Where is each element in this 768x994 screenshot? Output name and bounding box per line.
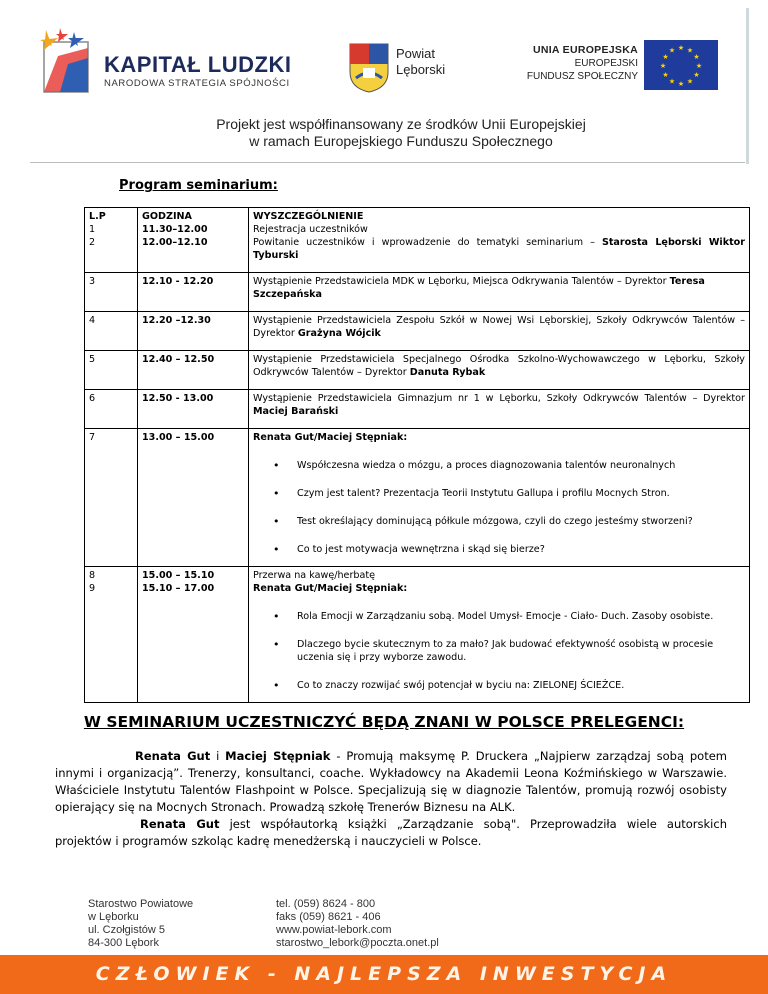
- footer-fax: faks (059) 8621 - 406: [276, 911, 381, 923]
- speakers-heading: W SEMINARIUM UCZESTNICZYĆ BĘDĄ ZNANI W POLSCE PRELEGENCI:: [83, 713, 685, 731]
- lp-4: 4: [85, 312, 138, 351]
- lp-1: 1: [89, 224, 96, 235]
- header-time: GODZINA: [142, 211, 192, 222]
- svg-text:★: ★: [693, 71, 700, 79]
- list-item: • Czym jest talent? Prezentacja Teorii Instytutu Gallupa i profilu Mocnych Stron.: [253, 487, 745, 500]
- eu-flag-icon: [644, 40, 718, 90]
- lp-3: 3: [85, 273, 138, 312]
- bio-name-2: Maciej Stępniak: [225, 749, 331, 763]
- program-table: [84, 207, 750, 703]
- detail-3: [249, 273, 750, 312]
- detail-4-bold: Grażyna Wójcik: [297, 328, 381, 339]
- table-row: [85, 208, 750, 273]
- svg-text:★: ★: [662, 71, 669, 79]
- detail-6-text: Wystąpienie Przedstawiciela Gimnazjum nr 1 w Lęborku, Szkoły Odkrywców Talentów – Dyrektor: [253, 393, 745, 404]
- footer-www: www.powiat-lebork.com: [276, 924, 392, 936]
- svg-text:★: ★: [659, 62, 667, 70]
- detail-4-text: Wystąpienie Przedstawiciela Zespołu Szkół w Nowej Wsi Lęborskiej, Szkoły Odkrywców Talentów – Dyrektor: [253, 315, 745, 339]
- svg-text:★: ★: [662, 53, 669, 61]
- detail-4: [249, 312, 750, 351]
- detail-cell: [249, 208, 750, 273]
- lp-5: 5: [85, 351, 138, 390]
- ue-line3: FUNDUSZ SPOŁECZNY: [526, 71, 638, 82]
- detail-2-bold: Starosta Lęborski Wiktor Tyburski: [253, 237, 745, 261]
- lp-9: 9: [89, 583, 96, 594]
- table-row: [85, 390, 750, 429]
- svg-text:★: ★: [677, 44, 685, 52]
- header: [0, 0, 768, 170]
- svg-text:★: ★: [693, 53, 700, 61]
- footer-email: starostwo_lebork@poczta.onet.pl: [276, 937, 439, 949]
- detail-1: Rejestracja uczestników: [253, 224, 368, 235]
- detail-3-text: Wystąpienie Przedstawiciela MDK w Lęborku, Miejsca Odkrywania Talentów – Dyrektor: [253, 276, 667, 287]
- time-6: 12.50 - 13.00: [138, 390, 249, 429]
- svg-text:★: ★: [686, 77, 694, 86]
- cofinance-note: [191, 116, 611, 150]
- svg-text:★: ★: [668, 77, 676, 86]
- detail-6-bold: Maciej Barański: [253, 406, 339, 417]
- time-1: 11.30–12.00: [142, 224, 208, 235]
- powiat-crest-icon: [348, 42, 390, 94]
- header-divider: [30, 162, 745, 163]
- kapital-ludzki-subtitle: NARODOWA STRATEGIA SPÓJNOŚCI: [104, 78, 290, 89]
- footer-contact: [276, 898, 439, 950]
- svg-text:★: ★: [686, 46, 694, 55]
- bio-text-2: jest współautorką książki „Zarządzanie sobą". Przeprowadziła wiele autorskich projektów i programów szkoląc kadrę menedżerską i nauczycieli w Polsce.: [55, 817, 727, 848]
- bio-paragraph-1: [55, 748, 727, 816]
- detail-3-bold: Teresa Szczepańska: [253, 276, 705, 300]
- lp-2: 2: [89, 237, 96, 248]
- lp-8: 8: [89, 570, 96, 581]
- bio-name-1: Renata Gut: [135, 749, 211, 763]
- detail-7: [249, 429, 750, 567]
- footer-banner: [0, 955, 768, 994]
- detail-7-bold: Renata Gut/Maciej Stępniak:: [253, 432, 408, 443]
- time-cell: [138, 208, 249, 273]
- detail-89: [249, 567, 750, 703]
- lp-6: 6: [85, 390, 138, 429]
- list-item: • Dlaczego bycie skutecznym to za mało? Jak budować efektywność osobistą w procesie uczenia się i przy wyborze zawodu.: [253, 638, 745, 664]
- ue-line1: UNIA EUROPEJSKA: [532, 44, 638, 56]
- time-5: 12.40 – 12.50: [138, 351, 249, 390]
- footer-addr1: Starostwo Powiatowe: [88, 898, 194, 910]
- header-lp: L.P: [89, 211, 106, 222]
- program-title: Program seminarium:: [119, 178, 278, 193]
- ue-line2: EUROPEJSKI: [574, 58, 638, 69]
- list-item: • Co to jest motywacja wewnętrzna i skąd się bierze?: [253, 543, 745, 556]
- kapital-ludzki-logo: [38, 28, 96, 98]
- powiat-line1: Powiat: [396, 46, 436, 61]
- footer-tel: tel. (059) 8624 - 800: [276, 898, 376, 910]
- list-item: • Test określający dominującą półkule mózgowa, czyli do czego jesteśmy stworzeni?: [253, 515, 745, 528]
- list-item: • Rola Emocji w Zarządzaniu sobą. Model Umysł- Emocje - Ciało- Duch. Zasoby osobiste.: [253, 610, 745, 623]
- table-row: [85, 312, 750, 351]
- speakers-bio: [55, 748, 727, 850]
- detail-8: Przerwa na kawę/herbatę: [253, 570, 376, 581]
- kapital-ludzki-title: KAPITAŁ LUDZKI: [104, 52, 292, 77]
- side-accent: [746, 8, 749, 164]
- svg-text:★: ★: [668, 46, 676, 55]
- detail-6: [249, 390, 750, 429]
- powiat-line2: Lęborski: [396, 62, 446, 77]
- detail-2-text: Powitanie uczestników i wprowadzenie do tematyki seminarium –: [253, 237, 595, 248]
- table-row: [85, 273, 750, 312]
- bio-paragraph-2: [55, 816, 727, 850]
- footer-addr4: 84-300 Lębork: [88, 937, 159, 949]
- footer-addr2: w Lęborku: [88, 911, 139, 923]
- time-7: 13.00 – 15.00: [138, 429, 249, 567]
- lp-cell-89: [85, 567, 138, 703]
- detail-9-bold: Renata Gut/Maciej Stępniak:: [253, 583, 408, 594]
- time-4: 12.20 –12.30: [138, 312, 249, 351]
- header-detail: WYSZCZEGÓLNIENIE: [253, 211, 364, 222]
- bio-text-1: - Promują maksymę P. Druckera „Najpierw zarządzaj sobą potem innymi i organizacją”. Trenerzy, konsultanci, coache. Wykładowcy na Akademii Leona Koźmińskiego w Warszawie. Właściciele Instytutu Talentów Flashpoint w Polsce. Specjalizują się w diagnozie Talentów, promują rozwój osobisty opierający się na Mocnych Stronach. Prowadzą szkołę Trenerów Biznesu na ALK.: [55, 749, 727, 814]
- detail-5-text: Wystąpienie Przedstawiciela Specjalnego Ośrodka Szkolno-Wychowawczego w Lęborku, Szkoły Odkrywców Talentów – Dyrektor: [253, 354, 745, 378]
- svg-text:★: ★: [695, 62, 703, 70]
- time-3: 12.10 - 12.20: [138, 273, 249, 312]
- list-item: • Współczesna wiedza o mózgu, a proces diagnozowania talentów neuronalnych: [253, 459, 745, 472]
- table-row: [85, 351, 750, 390]
- footer-address: [88, 898, 193, 950]
- cofinance-line1: Projekt jest współfinansowany ze środków Unii Europejskiej: [216, 116, 586, 132]
- powiat-text: [396, 46, 445, 78]
- lp-7: 7: [85, 429, 138, 567]
- ue-text: [500, 44, 638, 83]
- table-row: [85, 429, 750, 567]
- time-9: 15.10 – 17.00: [142, 583, 215, 594]
- bio-and: i: [210, 749, 226, 763]
- time-cell-89: [138, 567, 249, 703]
- banner-text: CZŁOWIEK - NAJLEPSZA INWESTYCJA: [95, 963, 673, 985]
- detail-5: [249, 351, 750, 390]
- detail-5-bold: Danuta Rybak: [409, 367, 486, 378]
- cofinance-line2: w ramach Europejskiego Funduszu Społecznego: [249, 133, 553, 149]
- bio-name-3: Renata Gut: [140, 817, 220, 831]
- table-row: [85, 567, 750, 703]
- detail-2: [253, 236, 745, 262]
- time-2: 12.00–12.10: [142, 237, 208, 248]
- list-item: • Co to znaczy rozwijać swój potencjał w byciu na: ZIELONEJ ŚCIEŻCE.: [253, 679, 745, 692]
- footer-addr3: ul. Czołgistów 5: [88, 924, 166, 936]
- svg-text:★: ★: [677, 80, 685, 88]
- lp-cell: [85, 208, 138, 273]
- time-8: 15.00 – 15.10: [142, 570, 215, 581]
